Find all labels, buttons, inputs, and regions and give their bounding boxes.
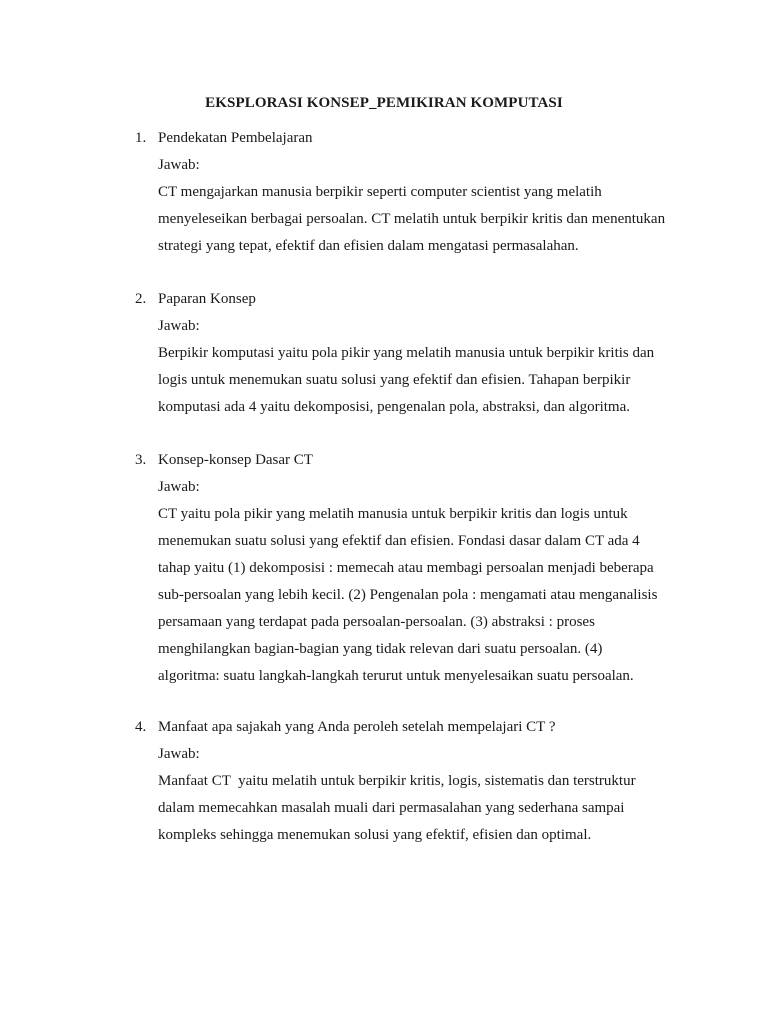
- answer-text: CT mengajarkan manusia berpikir seperti computer scientist yang melatih menyeleseikan berbagai persoalan. CT melatih untuk berpikir kritis dan menentukan strategi yang tepat, efektif dan efisien dalam mengatasi permasalahan.: [158, 184, 666, 254]
- list-item-number: 2.: [135, 291, 147, 307]
- list-item-body: [158, 286, 703, 421]
- jawab-label: Jawab:: [158, 746, 200, 762]
- list-item-body: [158, 447, 703, 690]
- jawab-label: Jawab:: [158, 479, 200, 495]
- list-item-heading: Paparan Konsep: [158, 291, 256, 307]
- jawab-label: Jawab:: [158, 318, 200, 334]
- jawab-label: Jawab:: [158, 157, 200, 173]
- list-item-body: [158, 125, 703, 260]
- list-item-number: 4.: [135, 719, 147, 735]
- answer-text: Berpikir komputasi yaitu pola pikir yang melatih manusia untuk berpikir kritis dan logis untuk menemukan suatu solusi yang efektif dan efisien. Tahapan berpikir komputasi ada 4 yaitu dekomposisi, pengenalan pola, abstraksi, dan algoritma.: [158, 345, 655, 415]
- list-item-number: 1.: [135, 130, 147, 146]
- list-item-heading: Konsep-konsep Dasar CT: [158, 452, 313, 468]
- list-item-heading: Pendekatan Pembelajaran: [158, 130, 313, 146]
- list-item-body: [158, 714, 703, 849]
- answer-text: CT yaitu pola pikir yang melatih manusia untuk berpikir kritis dan logis untuk menemukan suatu solusi yang efektif dan efisien. Fondasi dasar dalam CT ada 4 tahap yaitu (1) dekomposisi : memecah atau membagi persoalan menjadi beberapa sub-persoalan yang lebih kecil. (2) Pengenalan pola : mengamati atau menganalisis persamaan yang terdapat pada persoalan-persoalan. (3) abstraksi : proses menghilangkan bagian-bagian yang tidak relevan dari suatu persoalan. (4) algoritma: suatu langkah-langkah terurut untuk menyelesaikan suatu persoalan.: [158, 506, 658, 684]
- document-title: EKSPLORASI KONSEP_PEMIKIRAN KOMPUTASI: [205, 95, 563, 111]
- list-item-number: 3.: [135, 452, 147, 468]
- list-item-heading: Manfaat apa sajakah yang Anda peroleh setelah mempelajari CT ?: [158, 719, 556, 735]
- answer-text: Manfaat CT yaitu melatih untuk berpikir kritis, logis, sistematis dan terstruktur dalam memecahkan masalah muali dari permasalahan yang sederhana sampai kompleks sehingga menemukan solusi yang efektif, efisien dan optimal.: [158, 773, 636, 843]
